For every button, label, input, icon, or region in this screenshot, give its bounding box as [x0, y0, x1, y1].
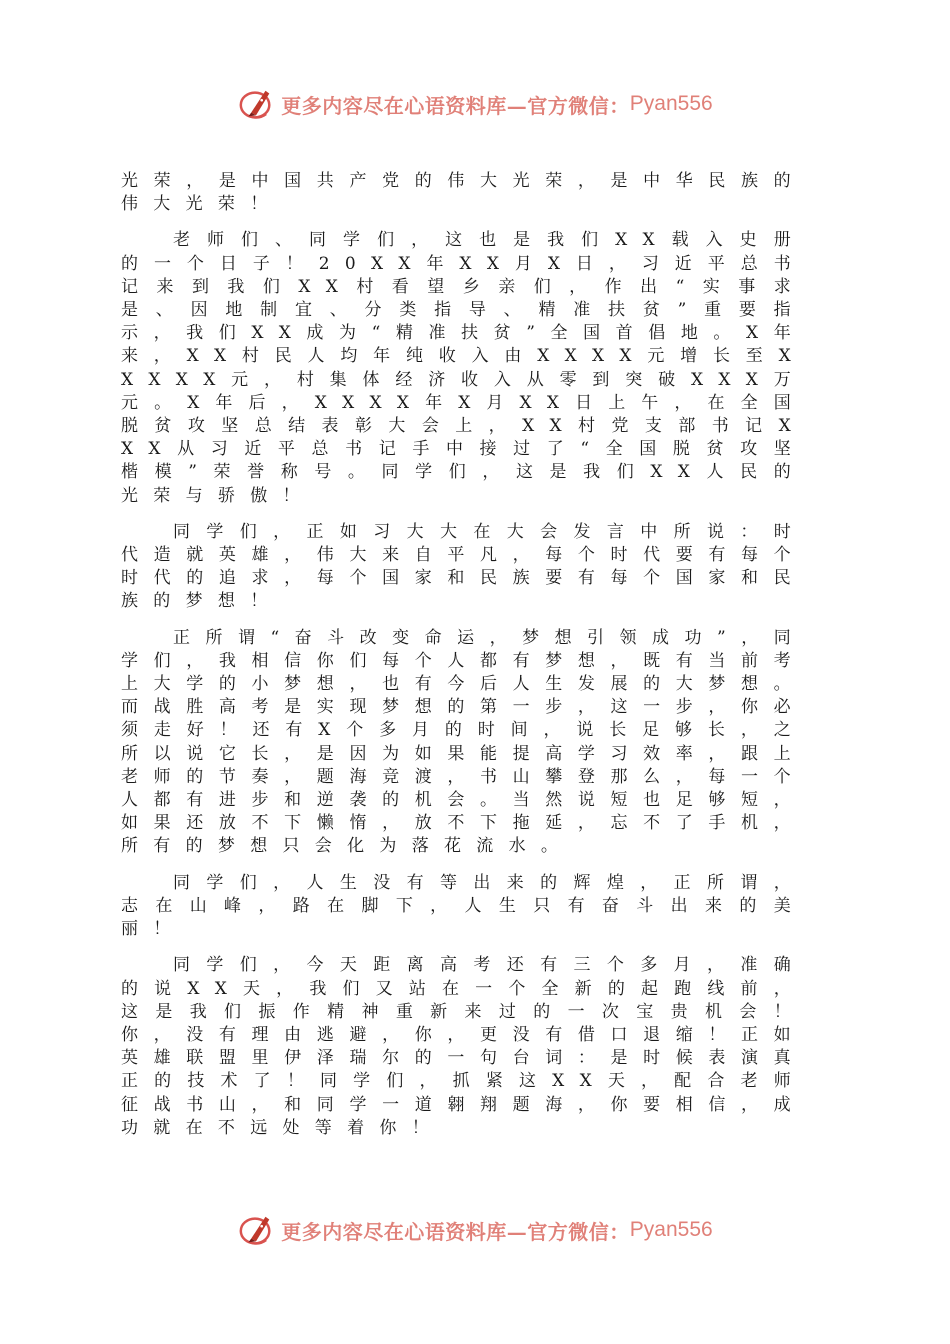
paragraph: 光荣，是中国共产党的伟大光荣，是中华民族的伟大光荣！ [121, 171, 806, 215]
banner-wechat-id: Pyan556 [629, 1218, 713, 1241]
paragraph: 同学们，人生没有等出来的辉煌，正所谓，志在山峰，路在脚下，人生只有奋斗出来的美丽！ [121, 872, 806, 940]
banner-wechat-id: Pyan556 [629, 92, 713, 115]
paragraph: 正所谓“奋斗改变命运，梦想引领成功”，同学们，我相信你们每个人都有梦想，既有当前考上大学的小梦想，也有今后人生发展的大梦想。而战胜高考是实现梦想的第一步，这一步，你必须走好！还有X个多月的时间，说长足够长，之所以说它长，是因为如果能提高学习效率，跟上老师的节奏，题海竞渡，书山攀登那么，每一个人都有进步和逆袭的机会。当然说短也足够短，如果还放不下懒惰，放不下拖延，忘不了手机，所有的梦想只会化为落花流水。 [121, 627, 806, 857]
paragraph: 同学们，今天距离高考还有三个多月，准确的说XX天，我们又站在一个全新的起跑线前，这是我们振作精神重新来过的一次宝贵机会！你，没有理由逃避，你，更没有借口退缩！正如英雄联盟里伊泽瑞尔的一句台词：是时候表演真正的技术了！同学们，抓紧这XX天，配合老师征战书山，和同学一道翱翔题海，你要相信，成功就在不远处等着你！ [121, 955, 806, 1138]
pen-nib-logo-icon [237, 85, 275, 123]
paragraph: 同学们，正如习大大在大会发言中所说：时代造就英雄，伟大来自平凡，每个时代要有每个时代的追求，每个国家和民族要有每个国家和民族的梦想！ [121, 521, 806, 612]
document-body [121, 170, 806, 1153]
pen-nib-logo-icon [237, 1211, 275, 1249]
banner-text: 更多内容尽在心语资料库—官方微信： [281, 93, 630, 118]
header-banner [0, 82, 950, 126]
paragraph: 老师们、同学们，这也是我们XX载入史册的一个日子！20XX年XX月X日，习近平总书记来到我们XX村看望乡亲们，作出“实事求是、因地制宜、分类指导、精准扶贫”重要指示，我们XX成为“精准扶贫”全国首倡地。X年来，XX村民人均年纯收入由XXXX元增长至XXXXX元，村集体经济收入从零到突破XXX万元。X年后，XXXX年X月XX日上午，在全国脱贫攻坚总结表彰大会上，XX村党支部书记XXX从习近平总书记手中接过了“全国脱贫攻坚楷模”荣誉称号。同学们，这是我们XX人民的光荣与骄傲！ [121, 230, 806, 506]
banner-text: 更多内容尽在心语资料库—官方微信： [281, 1219, 630, 1244]
footer-banner [0, 1208, 950, 1252]
